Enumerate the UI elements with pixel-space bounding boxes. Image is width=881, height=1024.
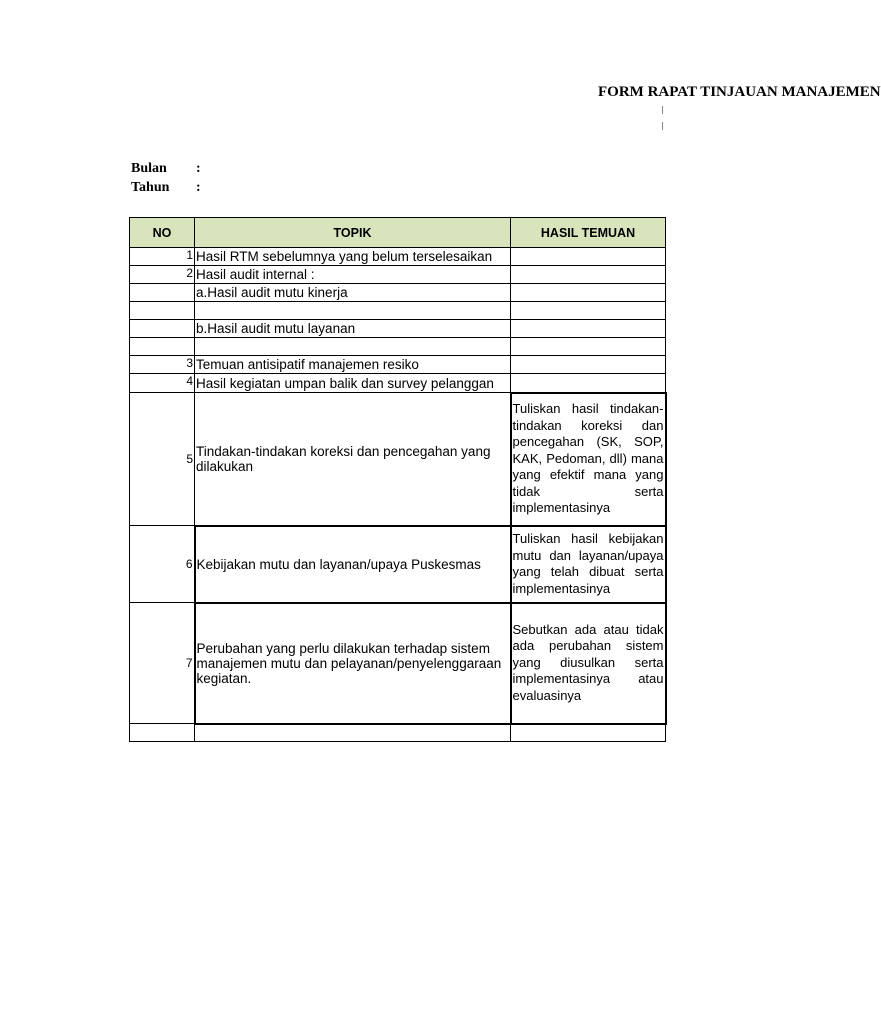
title-line-mark <box>662 122 667 130</box>
row-hasil[interactable]: Tuliskan hasil kebijakan mutu dan layanan/upaya yang telah dibuat serta implementasinya <box>511 526 666 603</box>
row-no <box>130 302 195 320</box>
row-topik: Temuan antisipatif manajemen resiko <box>195 356 511 374</box>
row-topik <box>195 724 511 742</box>
row-topik: Hasil RTM sebelumnya yang belum terselesaikan <box>195 248 511 266</box>
row-topik: Hasil kegiatan umpan balik dan survey pelanggan <box>195 374 511 393</box>
table-row <box>130 603 666 724</box>
table-row <box>130 248 666 266</box>
bulan-label: Bulan <box>131 161 167 176</box>
row-topik: b.Hasil audit mutu layanan <box>195 320 511 338</box>
row-hasil[interactable] <box>511 338 666 356</box>
row-topik: a.Hasil audit mutu kinerja <box>195 284 511 302</box>
row-topik: Hasil audit internal : <box>195 266 511 284</box>
header-hasil-temuan: HASIL TEMUAN <box>511 218 666 248</box>
tahun-label: Tahun <box>131 180 170 195</box>
header-topik: TOPIK <box>195 218 511 248</box>
table-row <box>130 266 666 284</box>
row-topik: Tindakan-tindakan koreksi dan pencegahan yang dilakukan <box>195 393 511 526</box>
table-header-row <box>130 218 666 248</box>
row-hasil[interactable] <box>511 320 666 338</box>
table-row <box>130 284 666 302</box>
row-hasil[interactable] <box>511 248 666 266</box>
row-hasil[interactable] <box>511 266 666 284</box>
row-topik <box>195 302 511 320</box>
row-no: 5 <box>130 393 195 526</box>
row-hasil[interactable]: Tuliskan hasil tindakan-tindakan koreksi dan pencegahan (SK, SOP, KAK, Pedoman, dll) mana yang efektif mana yang tidak serta implementasinya <box>511 393 666 526</box>
form-title: FORM RAPAT TINJAUAN MANAJEMEN <box>598 84 881 100</box>
row-no <box>130 338 195 356</box>
row-no <box>130 284 195 302</box>
tahun-colon: : <box>196 180 201 195</box>
table-row <box>130 302 666 320</box>
bulan-colon: : <box>196 161 201 176</box>
table-row <box>130 320 666 338</box>
row-no: 1 <box>130 248 195 266</box>
rtm-table <box>129 217 667 742</box>
table-row <box>130 393 666 526</box>
row-hasil[interactable] <box>511 284 666 302</box>
table-row <box>130 526 666 603</box>
table-row <box>130 724 666 742</box>
table-row <box>130 356 666 374</box>
header-no: NO <box>130 218 195 248</box>
row-topik <box>195 338 511 356</box>
row-hasil[interactable]: Sebutkan ada atau tidak ada perubahan sistem yang diusulkan serta implementasinya atau evaluasinya <box>511 603 666 724</box>
row-topik: Perubahan yang perlu dilakukan terhadap sistem manajemen mutu dan pelayanan/penyelenggaraan kegiatan. <box>195 603 511 724</box>
row-no <box>130 724 195 742</box>
row-no: 3 <box>130 356 195 374</box>
table-row <box>130 374 666 393</box>
table-row <box>130 338 666 356</box>
row-no: 7 <box>130 603 195 724</box>
row-topik: Kebijakan mutu dan layanan/upaya Puskesmas <box>195 526 511 603</box>
row-no: 6 <box>130 526 195 603</box>
row-hasil[interactable] <box>511 356 666 374</box>
row-no: 4 <box>130 374 195 393</box>
title-line-mark <box>662 106 667 114</box>
row-no <box>130 320 195 338</box>
row-no: 2 <box>130 266 195 284</box>
row-hasil[interactable] <box>511 724 666 742</box>
row-hasil[interactable] <box>511 302 666 320</box>
row-hasil[interactable] <box>511 374 666 393</box>
